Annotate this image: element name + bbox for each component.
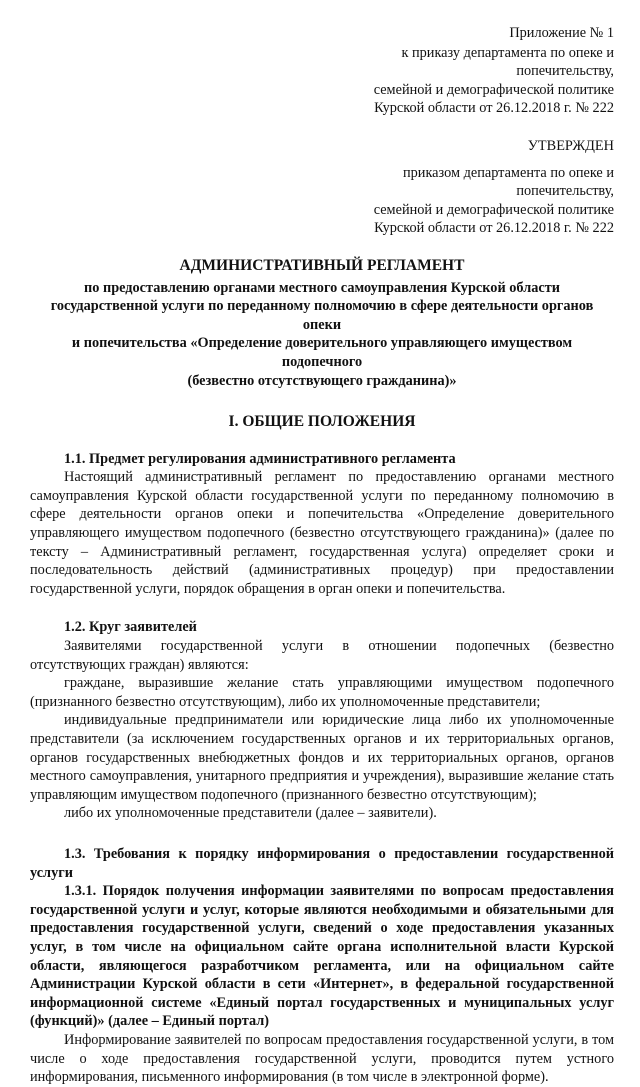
- applicants-citizens: граждане, выразившие желание стать управляющими имуществом подопечного (признанного безвестно отсутствующим), либо их уполномоченные представители;: [30, 675, 614, 710]
- main-title: АДМИНИСТРАТИВНЫЙ РЕГЛАМЕНТ: [179, 256, 465, 274]
- approved-heading: УТВЕРЖДЕН: [527, 137, 614, 154]
- appendix-line: к приказу департамента по опеке и попечительству,: [401, 44, 614, 80]
- approved-block: [320, 137, 614, 238]
- title-line: по предоставлению органами местного самоуправления Курской области: [84, 279, 560, 296]
- appendix-block: [320, 24, 614, 118]
- applicants-representatives: либо их уполномоченные представители (далее – заявители).: [64, 805, 437, 822]
- approved-line: семейной и демографической политике: [373, 201, 614, 218]
- section-title: I. ОБЩИЕ ПОЛОЖЕНИЯ: [228, 413, 416, 431]
- subsection-1-2-heading: 1.2. Круг заявителей: [64, 619, 197, 636]
- document-page: [30, 24, 614, 1087]
- subsection-1-3-1-heading: 1.3.1. Порядок получения информации заявителями по вопросам предоставления государственной услуги и услуг, которые являются необходимыми и обязательными для предоставления государственной услуги, сведений о ходе предоставления указанных услуг, в том числе на официальном сайте органа исполнительной власти Курской области, являющегося разработчиком регламента, или на официальном сайте Администрации Курской области в сети «Интернет», в федеральной государственной информационной системе «Единый портал государственных и муниципальных услуг (функций)» (далее – Единый портал): [30, 883, 614, 1030]
- appendix-line: семейной и демографической политике: [373, 81, 614, 98]
- applicants-intro: Заявителями государственной услуги в отношении подопечных (безвестно отсутствующих граждан) являются:: [30, 638, 614, 673]
- title-line: государственной услуги по переданному полномочию в сфере деятельности органов опеки: [50, 298, 594, 333]
- applicants-entrepreneurs: индивидуальные предприниматели или юридические лица либо их уполномоченные представители (за исключением государственных органов и их территориальных органов, органов государственных внебюджетных фондов и их территориальных органов, органов местного самоуправления, унитарного предприятия и учреждения), выразившие желание стать управляющим имуществом подопечного (признанного безвестно отсутствующим);: [30, 712, 614, 803]
- appendix-line: Курской области от 26.12.2018 г. № 222: [374, 100, 614, 117]
- information-paragraph: Информирование заявителей по вопросам предоставления государственной услуги, в том числе о ходе предоставления государственной услуги, проводится путем устного информирования, письменного информирования (в том числе в электронной форме).: [30, 1031, 614, 1086]
- subsection-1-1-heading: 1.1. Предмет регулирования административного регламента: [64, 450, 456, 467]
- approved-line: приказом департамента по опеке и попечительству,: [403, 164, 614, 200]
- document-title: [30, 257, 614, 390]
- subsection-1-3-heading: 1.3. Требования к порядку информирования о предоставлении государственной услуги: [30, 845, 614, 881]
- title-line: и попечительства «Определение доверительного управляющего имуществом подопечного: [71, 335, 573, 370]
- appendix-heading: Приложение № 1: [509, 25, 614, 41]
- title-line: (безвестно отсутствующего гражданина)»: [187, 372, 457, 389]
- approved-line: Курской области от 26.12.2018 г. № 222: [374, 220, 614, 237]
- subsection-1-1-text: Настоящий административный регламент по предоставлению органами местного самоуправления Курской области государственной услуги по переданному полномочию в сфере деятельности органов опеки и попечительства «Определение доверительного управляющего имуществом подопечного (безвестно отсутствующего гражданина)» (далее по тексту – Административный регламент, государственная услуга) определяет сроки и последовательность действий (административных процедур) при предоставлении государственной услуги, порядок обращения в орган опеки и попечительства.: [30, 469, 614, 597]
